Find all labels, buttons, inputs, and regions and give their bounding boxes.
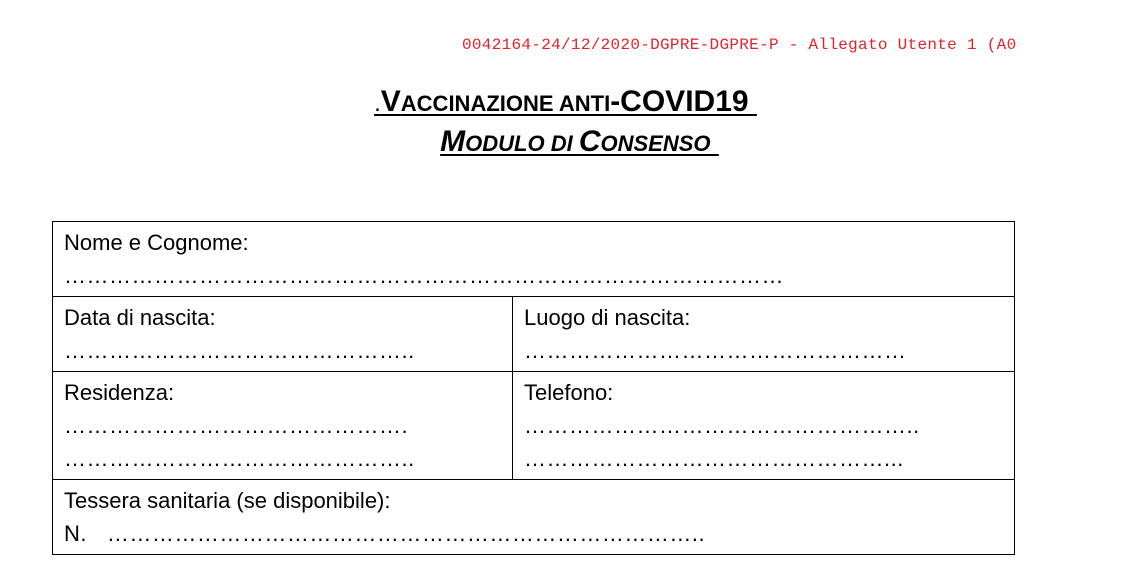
title-consent-form: MODULO DI CONSENSO — [440, 125, 711, 158]
residence-field[interactable] — [53, 372, 513, 480]
phone-field[interactable] — [513, 372, 1015, 480]
phone-dots-1: …………………………………………….. — [524, 413, 920, 438]
health-card-prefix: N. — [64, 521, 87, 546]
residence-dots-2: ……………………………………….. — [64, 446, 415, 471]
name-label: Nome e Cognome: — [64, 230, 249, 255]
protocol-number: 0042164-24/12/2020-DGPRE-DGPRE-P - Allegato Utente 1 (A0 — [462, 36, 1017, 54]
health-card-label: Tessera sanitaria (se disponibile): — [64, 488, 391, 513]
form-row-birth — [53, 297, 1015, 372]
form-row-contact — [53, 372, 1015, 480]
health-card-field[interactable] — [53, 480, 1015, 555]
name-field[interactable] — [53, 222, 1015, 297]
birth-place-field[interactable] — [513, 297, 1015, 372]
document-title — [0, 84, 1131, 164]
personal-data-form — [52, 221, 1015, 555]
birth-place-dots: …………………………………………… — [524, 338, 907, 363]
form-row-name — [53, 222, 1015, 297]
birth-date-field[interactable] — [53, 297, 513, 372]
health-card-number — [64, 517, 1004, 550]
residence-dots-1: ………………………………………. — [64, 413, 409, 438]
phone-dots-2: …………………………………………... — [524, 446, 904, 471]
phone-label: Telefono: — [524, 380, 614, 405]
residence-label: Residenza: — [64, 380, 175, 405]
name-dots: …………………………………………………………………………………… — [64, 263, 784, 288]
birth-place-label: Luogo di nascita: — [524, 305, 691, 330]
form-row-health-card — [53, 480, 1015, 555]
health-card-dots: …………………………………………………………………….. — [106, 521, 706, 546]
title-vaccination: .VACCINAZIONE ANTI-COVID19 — [374, 85, 749, 118]
birth-date-label: Data di nascita: — [64, 305, 216, 330]
birth-date-dots: ……………………………………….. — [64, 338, 415, 363]
